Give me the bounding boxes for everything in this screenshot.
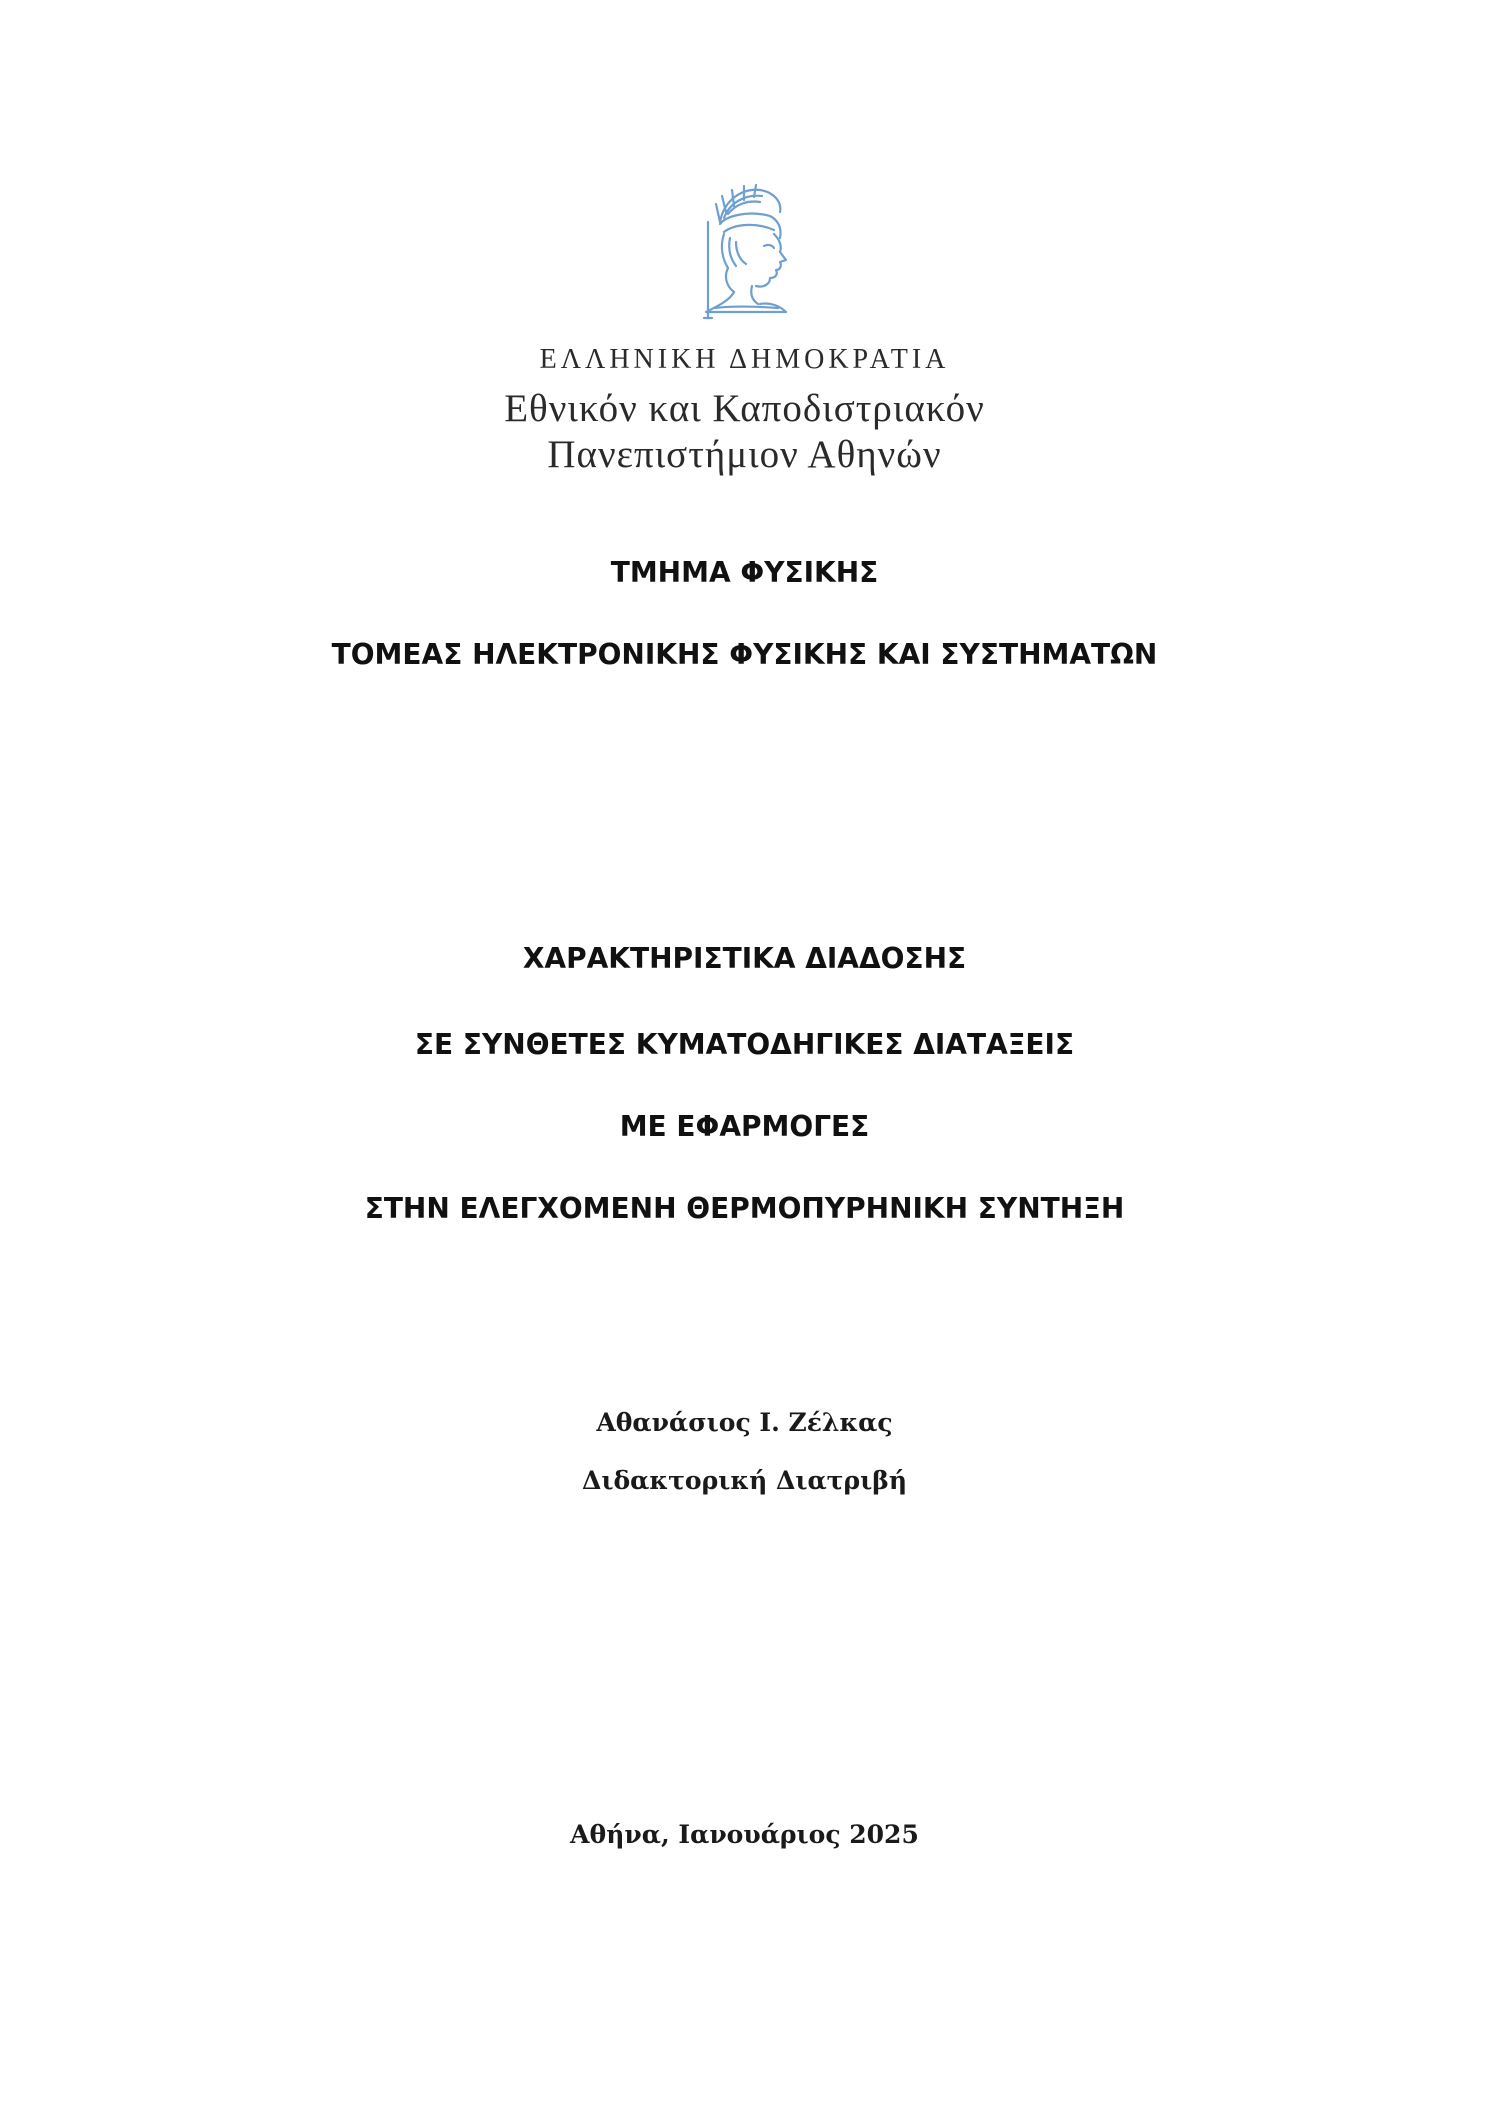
athena-head-emblem-icon xyxy=(690,182,800,322)
sector-name: ΤΟΜΕΑΣ ΗΛΕΚΤΡΟΝΙΚΗΣ ΦΥΣΙΚΗΣ ΚΑΙ ΣΥΣΤΗΜΑΤΩΝ xyxy=(331,638,1158,671)
document-type: Διδακτορική Διατριβή xyxy=(581,1466,908,1495)
thesis-title-line3: ΜΕ ΕΦΑΡΜΟΓΕΣ xyxy=(619,1110,870,1143)
author-name: Αθανάσιος Ι. Ζέλκας xyxy=(596,1408,893,1437)
thesis-title-line2: ΣΕ ΣΥΝΘΕΤΕΣ ΚΥΜΑΤΟΔΗΓΙΚΕΣ ΔΙΑΤΑΞΕΙΣ xyxy=(414,1028,1075,1061)
thesis-title-line4: ΣΤΗΝ ΕΛΕΓΧΟΜΕΝΗ ΘΕΡΜΟΠΥΡΗΝΙΚΗ ΣΥΝΤΗΞΗ xyxy=(364,1192,1125,1225)
university-name-line1: Εθνικόν και Καποδιστριακόν xyxy=(504,387,985,430)
department-name: ΤΜΗΜΑ ΦΥΣΙΚΗΣ xyxy=(610,556,879,589)
place-date: Αθήνα, Ιανουάριος 2025 xyxy=(570,1820,919,1849)
university-name-line2: Πανεπιστήμιον Αθηνών xyxy=(547,433,942,476)
republic-label: ΕΛΛΗΝΙΚΗ ΔΗΜΟΚΡΑΤΙΑ xyxy=(539,344,950,375)
thesis-title-line1: ΧΑΡΑΚΤΗΡΙΣΤΙΚΑ ΔΙΑΔΟΣΗΣ xyxy=(522,942,967,975)
